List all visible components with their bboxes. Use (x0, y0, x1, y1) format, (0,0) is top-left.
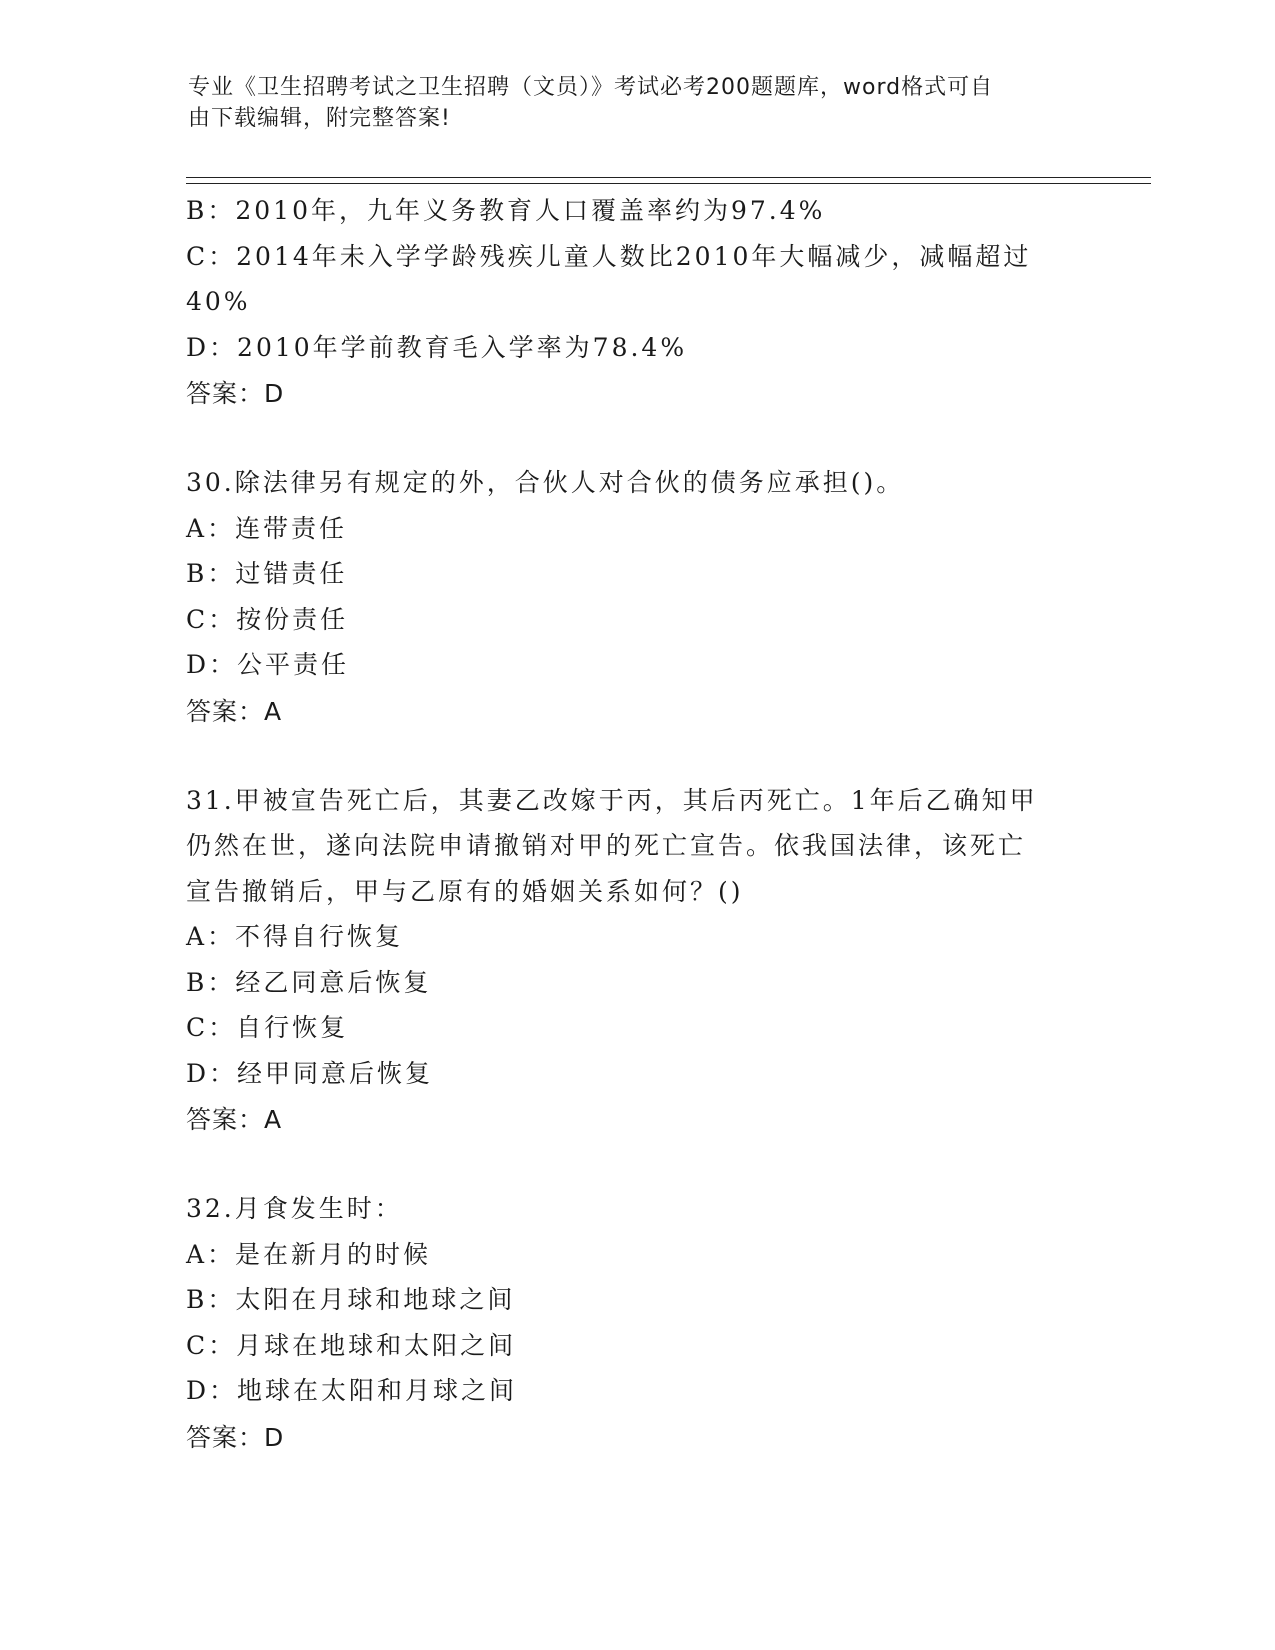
option-a: A：是在新月的时候 (186, 1239, 432, 1269)
answer-line: 答案：A (186, 1105, 283, 1134)
answer-line: 答案：A (186, 696, 283, 726)
option-c: C：月球在地球和太阳之间 (186, 1330, 517, 1360)
question-block-31 (186, 778, 1086, 1144)
question-stem-line-1: 31.甲被宣告死亡后，其妻乙改嫁于丙，其后丙死亡。1年后乙确知甲 (186, 785, 1038, 815)
header-divider-top (186, 177, 1151, 178)
document-header (188, 72, 1068, 134)
option-c: C：按份责任 (186, 604, 349, 634)
option-d: D：地球在太阳和月球之间 (186, 1376, 518, 1405)
header-title-line-1: 专业《卫生招聘考试之卫生招聘（文员）》考试必考200题题库，word格式可自 (188, 75, 994, 100)
question-block-32 (186, 1186, 1086, 1461)
question-list (186, 188, 1086, 1461)
option-c: C：2014年未入学学龄残疾儿童人数比2010年大幅减少，减幅超过 (186, 241, 1032, 271)
question-stem: 32.月食发生时： (186, 1194, 403, 1223)
question-stem-line-3: 宣告撤销后，甲与乙原有的婚姻关系如何？() (186, 876, 744, 906)
option-b: B：经乙同意后恢复 (186, 967, 432, 997)
option-b: B：过错责任 (186, 559, 348, 588)
header-divider-bottom (186, 183, 1151, 184)
question-block-29 (186, 188, 1086, 417)
option-a: A：不得自行恢复 (186, 922, 404, 951)
answer-line: 答案：D (186, 379, 285, 408)
question-stem-line-2: 仍然在世，遂向法院申请撤销对甲的死亡宣告。依我国法律，该死亡 (186, 831, 1027, 860)
option-d: D：公平责任 (186, 650, 350, 679)
option-a: A：连带责任 (186, 513, 348, 543)
option-b: B：太阳在月球和地球之间 (186, 1285, 516, 1314)
option-c: C：自行恢复 (186, 1013, 349, 1042)
option-d: D：2010年学前教育毛入学率为78.4% (186, 332, 688, 362)
option-d: D：经甲同意后恢复 (186, 1058, 434, 1088)
option-c-continued: 40% (186, 287, 251, 316)
option-b: B：2010年，九年义务教育人口覆盖率约为97.4% (186, 196, 826, 225)
header-title-line-2: 由下载编辑，附完整答案! (188, 106, 451, 131)
answer-line: 答案：D (186, 1422, 285, 1452)
question-block-30 (186, 460, 1086, 735)
question-stem: 30.除法律另有规定的外，合伙人对合伙的债务应承担()。 (186, 468, 905, 497)
